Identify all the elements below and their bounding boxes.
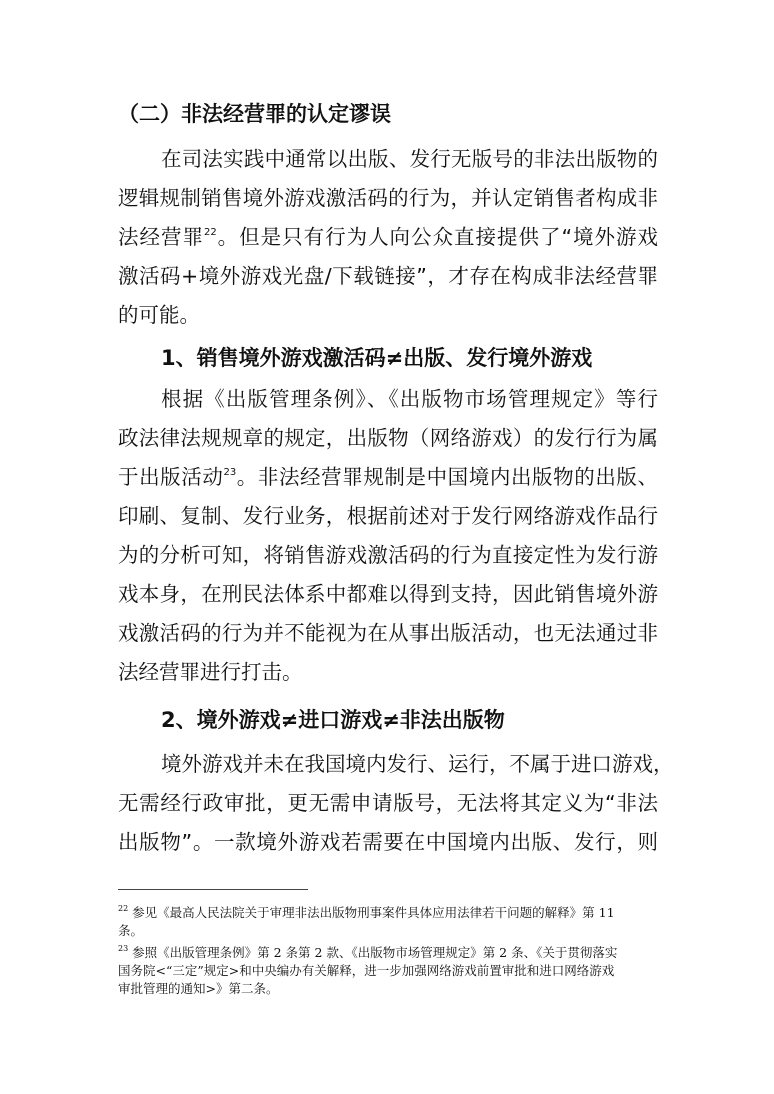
footnote-22-text: 参见《最高人民法院关于审理非法出版物刑事案件具体应用法律若干问题的解释》第 11 [128,905,615,920]
point-1-line-1: 根据《出版管理条例》、《出版物市场管理规定》等行 [161,387,658,411]
point-2-line-1: 境外游戏并未在我国境内发行、运行，不属于进口游戏， [161,752,674,776]
footnote-separator [118,889,308,890]
point-1-line-3 [118,458,658,496]
footnote-22-line-2: 条。 [118,923,144,938]
footnote-22-number: 22 [118,904,129,913]
point-1-line-8: 法经营罪进行打击。 [118,660,303,684]
point-1-line-6: 戏本身，在刑民法体系中都难以得到支持，因此销售境外游 [118,582,658,606]
footnote-ref-23[interactable]: 23 [223,467,237,478]
intro-line-4: 激活码+境外游戏光盘/下载链接”，才存在构成非法经营罪 [118,264,658,288]
intro-line-1: 在司法实践中通常以出版、发行无版号的非法出版物的 [161,147,658,171]
intro-line-2: 逻辑规制销售境外游戏激活码的行为，并认定销售者构成非 [118,186,658,210]
point-1-line-2: 政法律法规规章的规定，出版物（网络游戏）的发行行为属 [118,426,658,450]
intro-line-3-text-a: 法经营罪 [118,225,204,249]
point-1-line-3-text-b: 。非法经营罪规制是中国境内出版物的出版、 [236,465,658,489]
point-1-heading: 1、销售境外游戏激活码≠出版、发行境外游戏 [161,346,593,370]
footnote-23-line-3: 审批管理的通知>》第二条。 [118,981,279,996]
point-2-heading: 2、境外游戏≠进口游戏≠非法出版物 [161,708,505,732]
point-1-line-3-text-a: 于出版活动 [118,465,224,489]
point-1-line-4: 印刷、复制、发行业务，根据前述对于发行网络游戏作品行 [118,504,658,528]
section-heading: （二）非法经营罪的认定谬误 [118,102,391,126]
point-1-line-5: 为的分析可知，将销售游戏激活码的行为直接定性为发行游 [118,543,658,567]
footnote-23-text: 参照《出版管理条例》第 2 条第 2 款、《出版物市场管理规定》第 2 条、《关于贯彻落实 [128,945,618,960]
footnote-ref-22[interactable]: 22 [203,227,217,238]
intro-line-5: 的可能。 [118,303,200,327]
footnote-22-line-1 [118,904,663,922]
intro-line-3 [118,218,658,256]
footnote-23-number: 23 [118,944,129,953]
intro-line-3-text-b: 。但是只有行为人向公众直接提供了“境外游戏 [216,225,659,249]
footnote-23-line-2: 国务院<“三定”规定>和中央编办有关解释，进一步加强网络游戏前置审批和进口网络游戏 [118,963,615,978]
point-2-line-3: 出版物”。一款境外游戏若需要在中国境内出版、发行，则 [118,830,658,854]
point-2-line-2: 无需经行政审批，更无需申请版号，无法将其定义为“非法 [118,791,658,815]
footnote-23-line-1 [118,944,663,962]
point-1-line-7: 戏激活码的行为并不能视为在从事出版活动，也无法通过非 [118,621,658,645]
